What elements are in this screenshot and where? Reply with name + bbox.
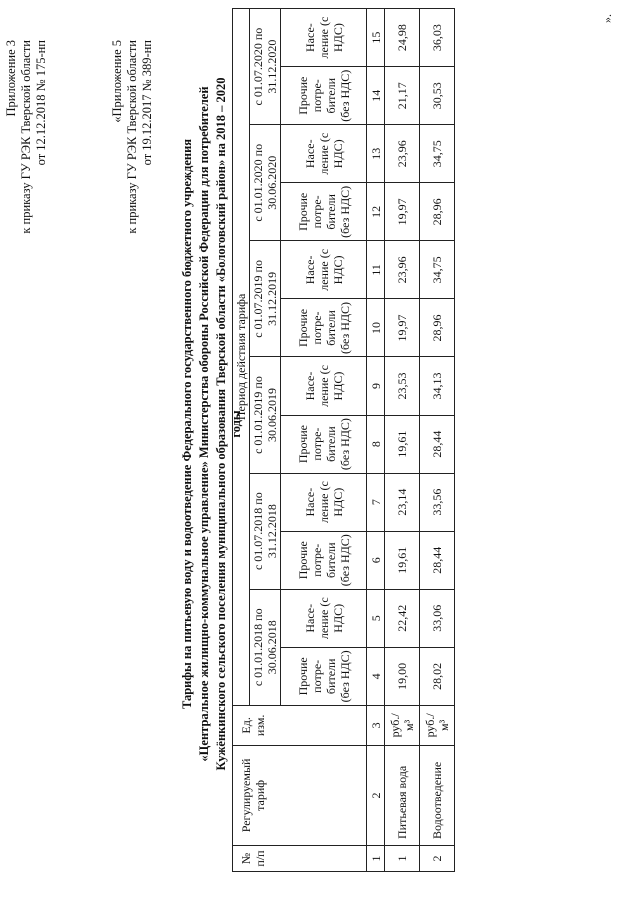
period-header: с 01.01.2018 по 30.06.2018 bbox=[250, 589, 281, 705]
annex-current bbox=[4, 40, 49, 234]
column-number: 13 bbox=[367, 125, 385, 183]
header-tariff: Регулируемый тариф bbox=[233, 745, 367, 845]
column-number: 14 bbox=[367, 67, 385, 125]
subheader-population: Насе-ление (с НДС) bbox=[281, 473, 367, 531]
annex-current-line-3: от 12.12.2018 № 175-нп bbox=[34, 40, 48, 166]
column-number: 6 bbox=[367, 531, 385, 589]
row-name: Питьевая вода bbox=[385, 745, 420, 845]
title-line-3: Кужёнкинского сельского поселения муниципального образования Тверской области «Бологовский район» на 2018 – 2020 годы bbox=[214, 77, 243, 771]
annex-previous bbox=[110, 40, 155, 234]
header-period: Период действия тарифа bbox=[233, 9, 250, 706]
annex-previous-line-1: «Приложение 5 bbox=[110, 40, 124, 123]
subheader-population: Насе-ление (с НДС) bbox=[281, 357, 367, 415]
column-number-row bbox=[367, 9, 385, 872]
column-number: 12 bbox=[367, 183, 385, 241]
subheader-other: Прочие потре-бители (без НДС) bbox=[281, 299, 367, 357]
annex-previous-line-2: к приказу ГУ РЭК Тверской области bbox=[125, 40, 139, 234]
tariff-value: 30,53 bbox=[420, 67, 455, 125]
title-line-2: «Центральное жилищно-коммунальное управление» Министерства обороны Российской Федерации для потребителей bbox=[197, 86, 211, 762]
tariff-value: 33,56 bbox=[420, 473, 455, 531]
period-header: с 01.01.2020 по 30.06.2020 bbox=[250, 125, 281, 241]
column-number: 5 bbox=[367, 589, 385, 647]
period-header: с 01.01.2019 по 30.06.2019 bbox=[250, 357, 281, 473]
tariff-value: 23,96 bbox=[385, 241, 420, 299]
tariff-value: 28,96 bbox=[420, 299, 455, 357]
tariff-value: 19,00 bbox=[385, 647, 420, 705]
tariff-value: 24,98 bbox=[385, 9, 420, 67]
tariff-value: 19,97 bbox=[385, 183, 420, 241]
tariff-value: 33,06 bbox=[420, 589, 455, 647]
tariff-value: 28,44 bbox=[420, 531, 455, 589]
subheader-population: Насе-ление (с НДС) bbox=[281, 9, 367, 67]
column-number: 3 bbox=[367, 705, 385, 745]
column-number: 8 bbox=[367, 415, 385, 473]
title-line-1: Тарифы на питьевую воду и водоотведение Федерального государственного бюджетного учреждения bbox=[180, 138, 194, 710]
tariff-value: 28,44 bbox=[420, 415, 455, 473]
tariff-value: 36,03 bbox=[420, 9, 455, 67]
row-num: 1 bbox=[385, 845, 420, 871]
row-num: 2 bbox=[420, 845, 455, 871]
subheader-other: Прочие потре-бители (без НДС) bbox=[281, 183, 367, 241]
subheader-population: Насе-ление (с НДС) bbox=[281, 125, 367, 183]
tariff-value: 28,02 bbox=[420, 647, 455, 705]
header-num: № п/п bbox=[233, 845, 367, 871]
subheader-population: Насе-ление (с НДС) bbox=[281, 589, 367, 647]
table-row-drinking-water bbox=[385, 9, 420, 872]
tariff-value: 23,53 bbox=[385, 357, 420, 415]
column-number: 1 bbox=[367, 845, 385, 871]
annex-current-line-1: Приложение 3 bbox=[4, 40, 18, 117]
tariff-value: 28,96 bbox=[420, 183, 455, 241]
tariff-value: 34,13 bbox=[420, 357, 455, 415]
annex-current-line-2: к приказу ГУ РЭК Тверской области bbox=[19, 40, 33, 234]
period-header: с 01.07.2018 по 31.12.2018 bbox=[250, 473, 281, 589]
closing-quote: ». bbox=[600, 14, 614, 23]
column-number: 4 bbox=[367, 647, 385, 705]
subheader-population: Насе-ление (с НДС) bbox=[281, 241, 367, 299]
tariff-value: 23,14 bbox=[385, 473, 420, 531]
row-name: Водоотведение bbox=[420, 745, 455, 845]
subheader-other: Прочие потре-бители (без НДС) bbox=[281, 647, 367, 705]
tariff-table bbox=[232, 8, 455, 872]
tariff-value: 19,97 bbox=[385, 299, 420, 357]
tariff-value: 19,61 bbox=[385, 415, 420, 473]
row-unit: руб./м³ bbox=[385, 705, 420, 745]
tariff-value: 22,42 bbox=[385, 589, 420, 647]
column-number: 10 bbox=[367, 299, 385, 357]
tariff-value: 21,17 bbox=[385, 67, 420, 125]
header-unit: Ед. изм. bbox=[233, 705, 367, 745]
column-number: 2 bbox=[367, 745, 385, 845]
column-number: 9 bbox=[367, 357, 385, 415]
column-number: 11 bbox=[367, 241, 385, 299]
subheader-other: Прочие потре-бители (без НДС) bbox=[281, 531, 367, 589]
tariff-value: 23,96 bbox=[385, 125, 420, 183]
annex-previous-line-3: от 19.12.2017 № 389-нп bbox=[140, 40, 154, 166]
tariff-value: 34,75 bbox=[420, 125, 455, 183]
row-unit: руб./м³ bbox=[420, 705, 455, 745]
period-header: с 01.07.2020 по 31.12.2020 bbox=[250, 9, 281, 125]
table-row-wastewater bbox=[420, 9, 455, 872]
tariff-value: 34,75 bbox=[420, 241, 455, 299]
tariff-value: 19,61 bbox=[385, 531, 420, 589]
column-number: 7 bbox=[367, 473, 385, 531]
subheader-other: Прочие потре-бители (без НДС) bbox=[281, 67, 367, 125]
period-header: с 01.07.2019 по 31.12.2019 bbox=[250, 241, 281, 357]
column-number: 15 bbox=[367, 9, 385, 67]
subheader-other: Прочие потре-бители (без НДС) bbox=[281, 415, 367, 473]
